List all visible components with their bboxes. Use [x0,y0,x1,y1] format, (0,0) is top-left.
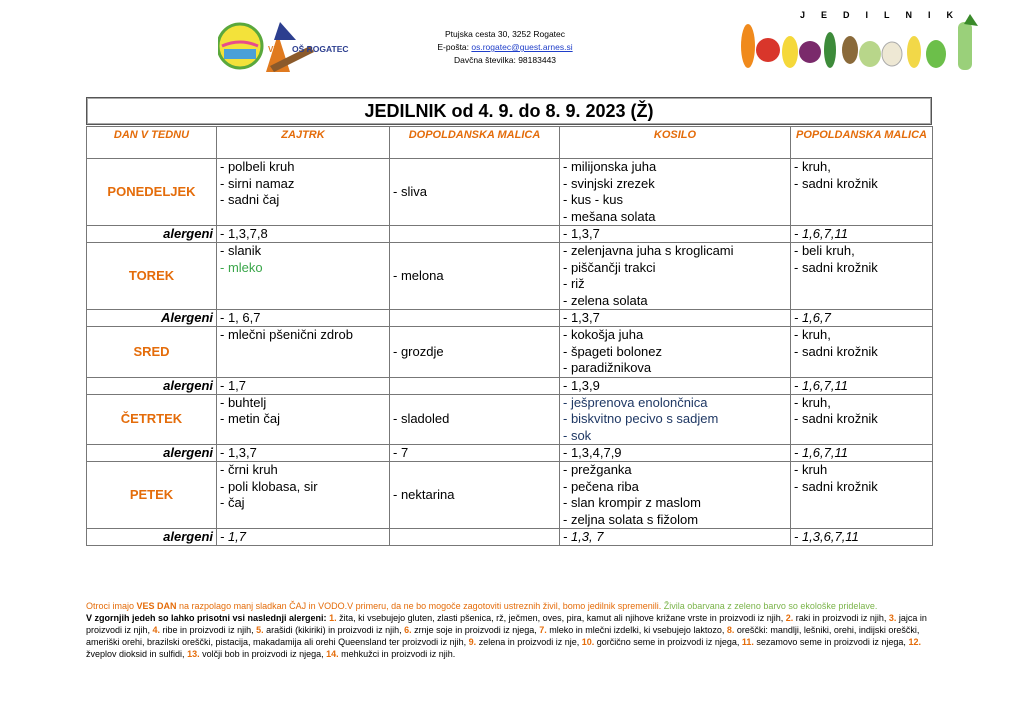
allergen-kosilo: - 1,3,7 [560,226,791,243]
allergen-kosilo: - 1,3,9 [560,377,791,394]
school-logo [218,16,363,76]
allergen-label: alergeni [87,529,217,546]
allergen-number: 12. [908,637,921,647]
day-name: SRED [87,327,217,378]
kosilo-cell [560,243,791,310]
col-zajtrk: ZAJTRK [217,127,390,159]
allergen-malica: - 7 [390,445,560,462]
allergen-number: 4. [152,625,161,635]
day-row-monday [87,159,933,226]
day-row-wednesday [87,327,933,378]
allergen-popoldanska: - 1,6,7,11 [791,377,933,394]
zajtrk-cell [217,394,390,445]
menu-item: - sok [563,427,592,443]
col-kosilo: KOSILO [560,127,791,159]
zajtrk-cell [217,462,390,529]
allergen-number: 2. [785,613,794,623]
malica-cell: - sladoled [390,394,560,445]
day-row-friday [87,462,933,529]
menu-item: - svinjski zrezek [563,175,655,191]
menu-item: - sadni čaj [220,192,280,207]
allergen-number: 14. [326,649,339,659]
zajtrk-cell [217,159,390,226]
menu-item: - zelenjavna juha s kroglicami [563,243,734,258]
menu-item: - špageti bolonez [563,343,663,359]
menu-item: - sadni krožnik [794,478,878,494]
allergen-number: 10. [581,637,595,647]
menu-item: - kus - kus [563,192,623,207]
allergen-kosilo: - 1,3, 7 [560,529,791,546]
menu-item: - mešana solata [563,208,656,224]
menu-grid [86,126,933,546]
menu-item-organic: - mleko [220,259,263,275]
allergen-kosilo: - 1,3,4,7,9 [560,445,791,462]
allergen-zajtrk: - 1, 6,7 [217,310,390,327]
menu-item: - biskvitno pecivo s sadjem [563,411,719,426]
allergen-row [87,377,933,394]
organic-note: Živila obarvana z zeleno barvo so ekološke pridelave. [663,601,878,611]
note-text: Otroci imajo [86,601,137,611]
allergen-row [87,310,933,327]
allergen-malica [390,226,560,243]
popoldanska-cell [791,243,933,310]
day-row-tuesday [87,243,933,310]
allergen-description: volčji bob in proizvodi iz njega, [199,649,327,659]
malica-cell: - sliva [390,159,560,226]
menu-item: - sirni namaz [220,175,295,191]
day-name: TOREK [87,243,217,310]
column-header-row [87,127,933,159]
banner-word: JEDILNIK [800,10,970,20]
allergen-label: alergeni [87,445,217,462]
menu-item: - sadni krožnik [794,343,878,359]
menu-title: JEDILNIK od 4. 9. do 8. 9. 2023 (Ž) [86,97,932,125]
vegetables-illustration [738,8,1000,74]
malica-cell: - nektarina [390,462,560,529]
svg-text:VIZ: VIZ [268,45,281,54]
menu-item: - piščančji trakci [563,259,656,275]
allergen-popoldanska: - 1,3,6,7,11 [791,529,933,546]
zajtrk-cell [217,327,390,378]
allergen-malica [390,377,560,394]
allergen-number: 11. [741,637,754,647]
menu-item: - zelena solata [563,292,648,308]
menu-item: - slanik [220,243,262,258]
day-name: PONEDELJEK [87,159,217,226]
allergen-label: alergeni [87,377,217,394]
allergen-description: ribe in proizvodi iz njih, [160,625,257,635]
email-link[interactable]: os.rogatec@guest.arnes.si [471,42,573,52]
allergen-zajtrk: - 1,7 [217,529,390,546]
allergen-number: 1. [329,613,337,623]
allergen-number: 9. [468,637,477,647]
allergen-malica [390,310,560,327]
allergen-description: zelena in proizvodi iz nje, [476,637,582,647]
menu-item: - črni kruh [220,462,278,477]
allergen-description: arašidi (kikiriki) in proizvodi iz njih, [263,625,405,635]
day-name: PETEK [87,462,217,529]
allergen-number: 8. [726,625,735,635]
kosilo-cell [560,159,791,226]
allergen-row [87,529,933,546]
day-name: ČETRTEK [87,394,217,445]
kosilo-cell [560,327,791,378]
allergen-label: alergeni [87,226,217,243]
allergen-description: jajca in proizvodi iz njih, [86,613,927,635]
allergen-description: žveplov dioksid in sulfidi, [86,649,188,659]
menu-item: - sadni krožnik [794,175,878,191]
tax-number: Davčna številka: 98183443 [453,55,557,65]
menu-item: - mlečni pšenični zdrob [220,327,353,342]
zajtrk-cell [217,243,390,310]
availability-note [86,600,946,612]
svg-text:OŠ ROGATEC: OŠ ROGATEC [292,44,349,54]
allergen-description: gorčično seme in proizvodi iz njega, [594,637,742,647]
allergen-number: 7. [539,625,547,635]
allergen-row [87,226,933,243]
allergen-label: Alergeni [87,310,217,327]
malica-cell: - grozdje [390,327,560,378]
allergen-number: 5. [256,625,264,635]
menu-item: - kruh, [794,159,831,174]
menu-item: - kruh, [794,327,831,342]
menu-item: - beli kruh, [794,243,855,258]
menu-item: - kruh [794,462,828,477]
allergen-description: zrnje soje in proizvodi iz njega, [411,625,540,635]
menu-item: - poli klobasa, sir [220,478,318,494]
menu-item: - buhtelj [220,394,267,410]
allergen-zajtrk: - 1,3,7,8 [217,226,390,243]
col-day: DAN V TEDNU [87,127,217,159]
notes-section [86,600,946,660]
email-line [405,41,605,54]
allergen-popoldanska: - 1,6,7,11 [791,226,933,243]
allergen-description: mehkužci in proizvodi iz njih. [338,649,456,659]
menu-item: - milijonska juha [563,159,657,174]
popoldanska-cell [791,462,933,529]
allergen-zajtrk: - 1,7 [217,377,390,394]
contact-block [405,28,605,67]
day-row-thursday [87,394,933,445]
menu-item: - paradižnikova [563,360,652,375]
allergen-description: oreščki: mandlji, lešniki, orehi, indijski oreščki, ameriški orehi, brazilski oreščki, pistacija, makadamija ali orehi Queensland ter proizvodi iz njih, [86,625,920,647]
allergen-legend [86,612,946,660]
menu-item: - čaj [220,495,245,510]
email-label: E-pošta: [437,42,470,52]
allergen-kosilo: - 1,3,7 [560,310,791,327]
menu-item: - ješprenova enolončnica [563,394,708,410]
menu-item: - slan krompir z maslom [563,495,701,510]
menu-item: - metin čaj [220,411,280,426]
allergen-row [87,445,933,462]
allergen-zajtrk: - 1,3,7 [217,445,390,462]
popoldanska-cell [791,327,933,378]
note-text: na razpolago manj sladkan ČAJ in VODO.V primeru, da ne bo mogoče zagotoviti ustreznih živil, bomo jedilnik spremenili. [176,601,664,611]
col-dopoldanska: DOPOLDANSKA MALICA [390,127,560,159]
menu-item: - pečena riba [563,478,639,494]
kosilo-cell [560,394,791,445]
menu-item: - polbeli kruh [220,159,295,174]
allergen-number: 13. [187,649,200,659]
kosilo-cell [560,462,791,529]
menu-item: - sadni krožnik [794,411,878,426]
popoldanska-cell [791,394,933,445]
allergen-description: sezamovo seme in proizvodi iz njega, [753,637,909,647]
allergen-popoldanska: - 1,6,7,11 [791,445,933,462]
malica-cell: - melona [390,243,560,310]
popoldanska-cell [791,159,933,226]
note-emphasis: VES DAN [136,601,177,611]
menu-item: - prežganka [563,462,632,477]
allergen-number: 6. [404,625,412,635]
menu-item: - kokošja juha [563,327,644,342]
allergen-number: 3. [888,613,897,623]
menu-item: - sadni krožnik [794,259,878,275]
allergen-description: raki in proizvodi iz njih, [793,613,889,623]
menu-table [86,97,932,546]
col-popoldanska: POPOLDANSKA MALICA [791,127,933,159]
allergen-intro: V zgornjih jedeh so lahko prisotni vsi naslednji alergeni: [86,613,330,623]
allergen-description: mleko in mlečni izdelki, ki vsebujejo laktozo, [546,625,727,635]
allergen-malica [390,529,560,546]
menu-item: - riž [563,276,585,291]
menu-item: - kruh, [794,394,831,410]
menu-item: - zeljna solata s fižolom [563,511,699,527]
allergen-description: žita, ki vsebujejo gluten, zlasti pšenica, rž, ječmen, oves, pira, kamut ali njihove križane vrste in proizvodi iz njih, [336,613,786,623]
address: Ptujska cesta 30, 3252 Rogatec [444,29,566,39]
allergen-popoldanska: - 1,6,7 [791,310,933,327]
